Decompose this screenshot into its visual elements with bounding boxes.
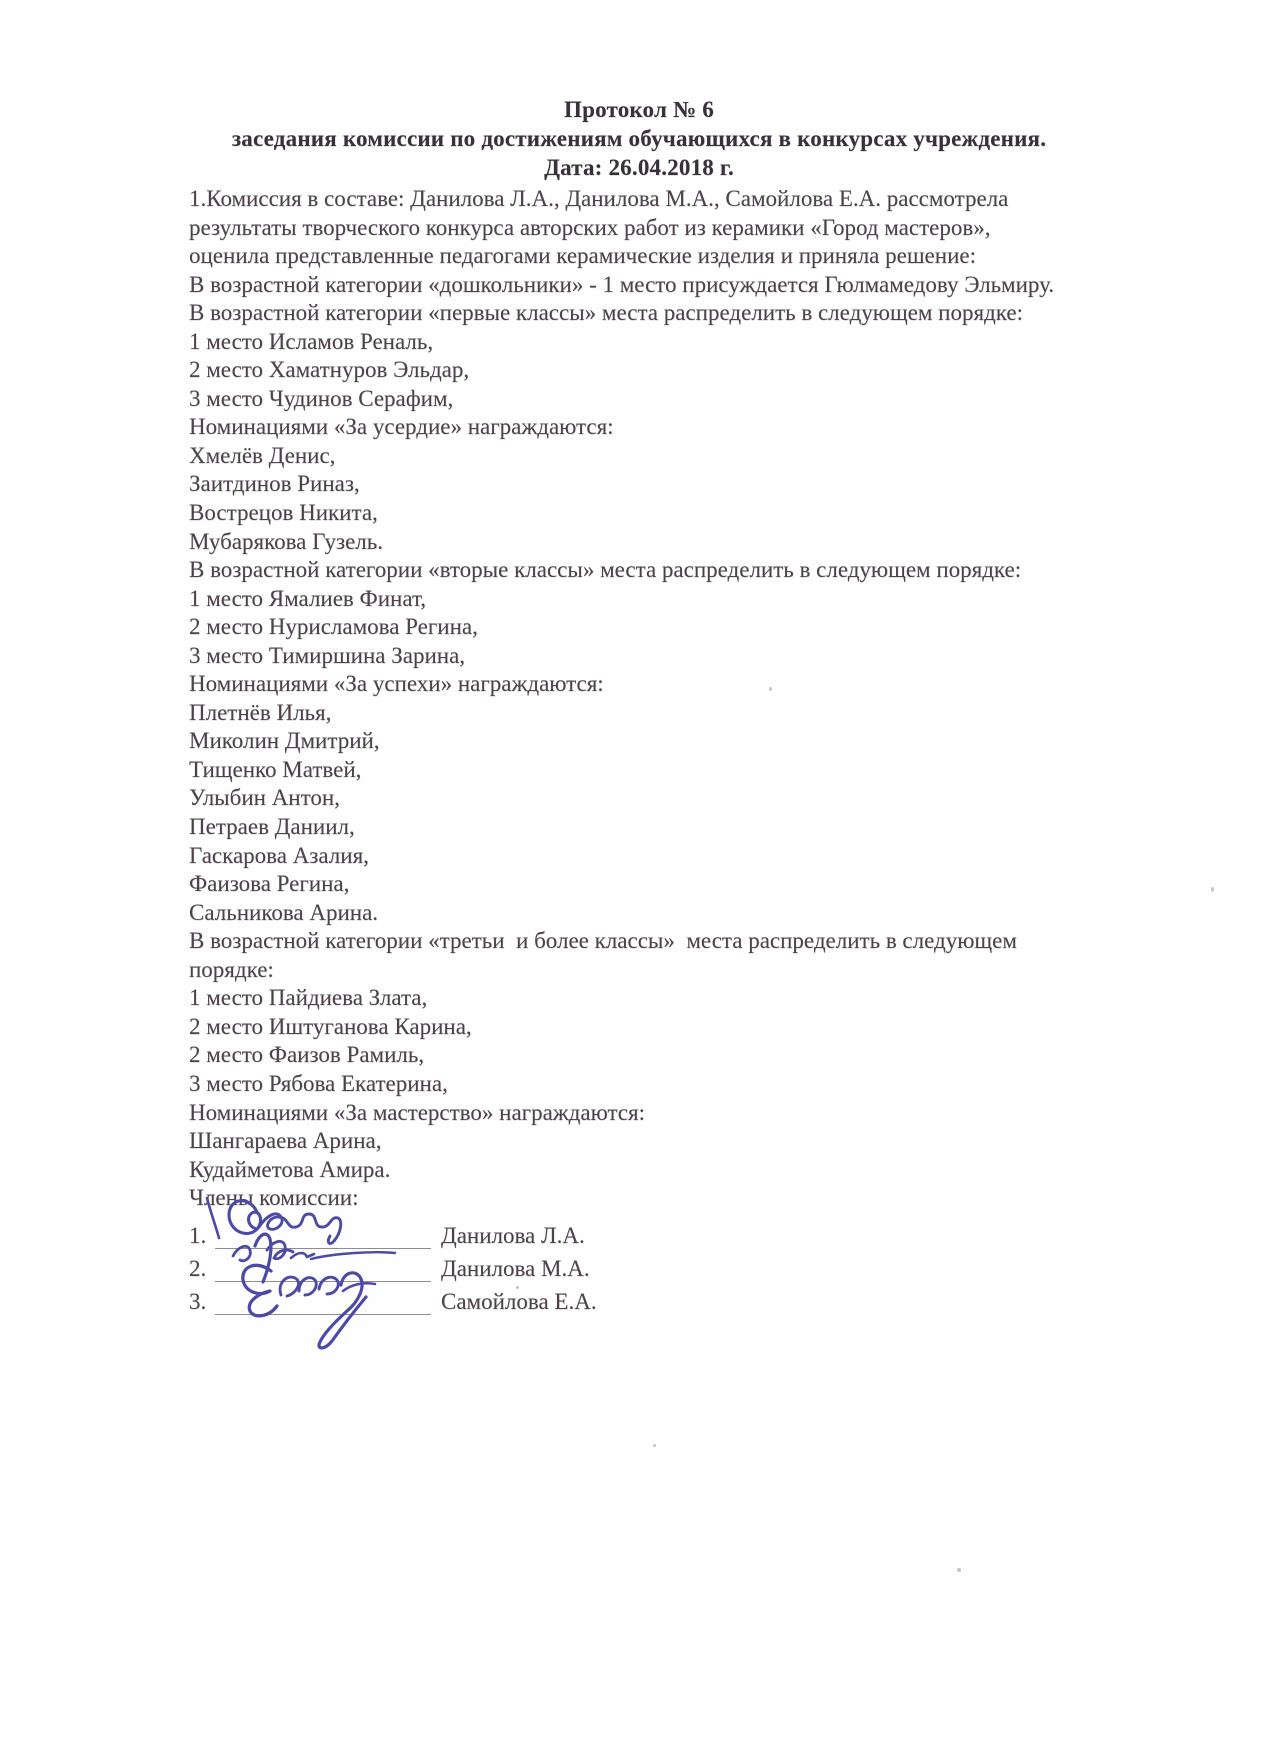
body-line: Петраев Даниил, bbox=[189, 814, 355, 840]
body-line: Вострецов Никита, bbox=[189, 500, 378, 526]
signature-number: 3. bbox=[189, 1289, 207, 1315]
signature-number: 1. bbox=[189, 1223, 207, 1249]
signature-row bbox=[189, 1282, 1166, 1315]
signature-ink-samoylova-ea bbox=[225, 1253, 415, 1353]
body-line: В возрастной категории «вторые классы» места распределить в следующем порядке: bbox=[189, 557, 1022, 583]
scan-speck bbox=[516, 1286, 519, 1289]
body-line: Номинациями «За мастерство» награждаются: bbox=[189, 1099, 645, 1125]
body-line: В возрастной категории «дошкольники» - 1 место присуждается Гюлмамедову Эльмиру. bbox=[189, 271, 1055, 297]
signature-number: 2. bbox=[189, 1256, 207, 1282]
body-line: Фаизова Регина, bbox=[189, 871, 350, 897]
body-line: оценила представленные педагогами керамические изделия и приняла решение: bbox=[189, 243, 976, 269]
body-line: В возрастной категории «третьи и более классы» места распределить в следующем bbox=[189, 928, 1017, 954]
body-line: Кудайметова Амира. bbox=[189, 1156, 391, 1182]
document-date: Дата: 26.04.2018 г. bbox=[544, 155, 734, 180]
body-line: 1.Комиссия в составе: Данилова Л.А., Данилова М.А., Самойлова Е.А. рассмотрела bbox=[189, 186, 1009, 211]
document-content bbox=[189, 95, 1166, 1315]
body-line: 2 место Фаизов Рамиль, bbox=[189, 1042, 425, 1068]
scan-speck bbox=[1211, 887, 1214, 892]
scan-speck bbox=[769, 687, 772, 691]
body-line: В возрастной категории «первые классы» места распределить в следующем порядке: bbox=[189, 300, 1023, 326]
body-line: Члены комиссии: bbox=[189, 1185, 359, 1211]
body-line: Хмелёв Денис, bbox=[189, 442, 336, 468]
body-line: Улыбин Антон, bbox=[189, 785, 340, 811]
body-line: Миколин Дмитрий, bbox=[189, 728, 380, 754]
body-line: 2 место Хаматнуров Эльдар, bbox=[189, 357, 470, 383]
body-line: 3 место Тимиршина Зарина, bbox=[189, 642, 466, 668]
body-line: Мубарякова Гузель. bbox=[189, 528, 384, 554]
body-line: Номинациями «За успехи» награждаются: bbox=[189, 671, 604, 697]
signature-line bbox=[215, 1281, 431, 1315]
body-line: 1 место Пайдиева Злата, bbox=[189, 985, 428, 1011]
signature-name: Самойлова Е.А. bbox=[441, 1289, 597, 1315]
body-line: 2 место Нурисламова Регина, bbox=[189, 614, 478, 640]
body-line: 3 место Чудинов Серафим, bbox=[189, 385, 454, 411]
body-line: Плетнёв Илья, bbox=[189, 699, 332, 725]
document-body bbox=[189, 185, 1166, 1213]
document-header bbox=[189, 95, 1089, 182]
body-line: порядке: bbox=[189, 956, 274, 982]
document-subtitle: заседания комиссии по достижениям обучающихся в конкурсах учреждения. bbox=[231, 126, 1047, 151]
body-line: результаты творческого конкурса авторских работ из керамики «Город мастеров», bbox=[189, 214, 991, 240]
scan-speck bbox=[653, 1444, 656, 1447]
body-line: 1 место Ямалиев Финат, bbox=[189, 585, 427, 611]
signature-name: Данилова Л.А. bbox=[441, 1223, 585, 1249]
body-line: Тищенко Матвей, bbox=[189, 756, 362, 782]
signature-block bbox=[189, 1217, 1166, 1315]
body-line: Шангараева Арина, bbox=[189, 1128, 382, 1154]
body-line: Гаскарова Азалия, bbox=[189, 842, 369, 868]
body-line: Сальникова Арина. bbox=[189, 899, 379, 925]
scan-speck bbox=[957, 1568, 961, 1572]
body-line: Номинациями «За усердие» награждаются: bbox=[189, 414, 614, 440]
body-line: 2 место Иштуганова Карина, bbox=[189, 1013, 472, 1039]
body-line: 1 место Исламов Реналь, bbox=[189, 328, 434, 354]
body-line: 3 место Рябова Екатерина, bbox=[189, 1070, 448, 1096]
signature-name: Данилова М.А. bbox=[441, 1256, 590, 1282]
body-line: Заитдинов Риназ, bbox=[189, 471, 360, 497]
document-title: Протокол № 6 bbox=[564, 97, 714, 122]
